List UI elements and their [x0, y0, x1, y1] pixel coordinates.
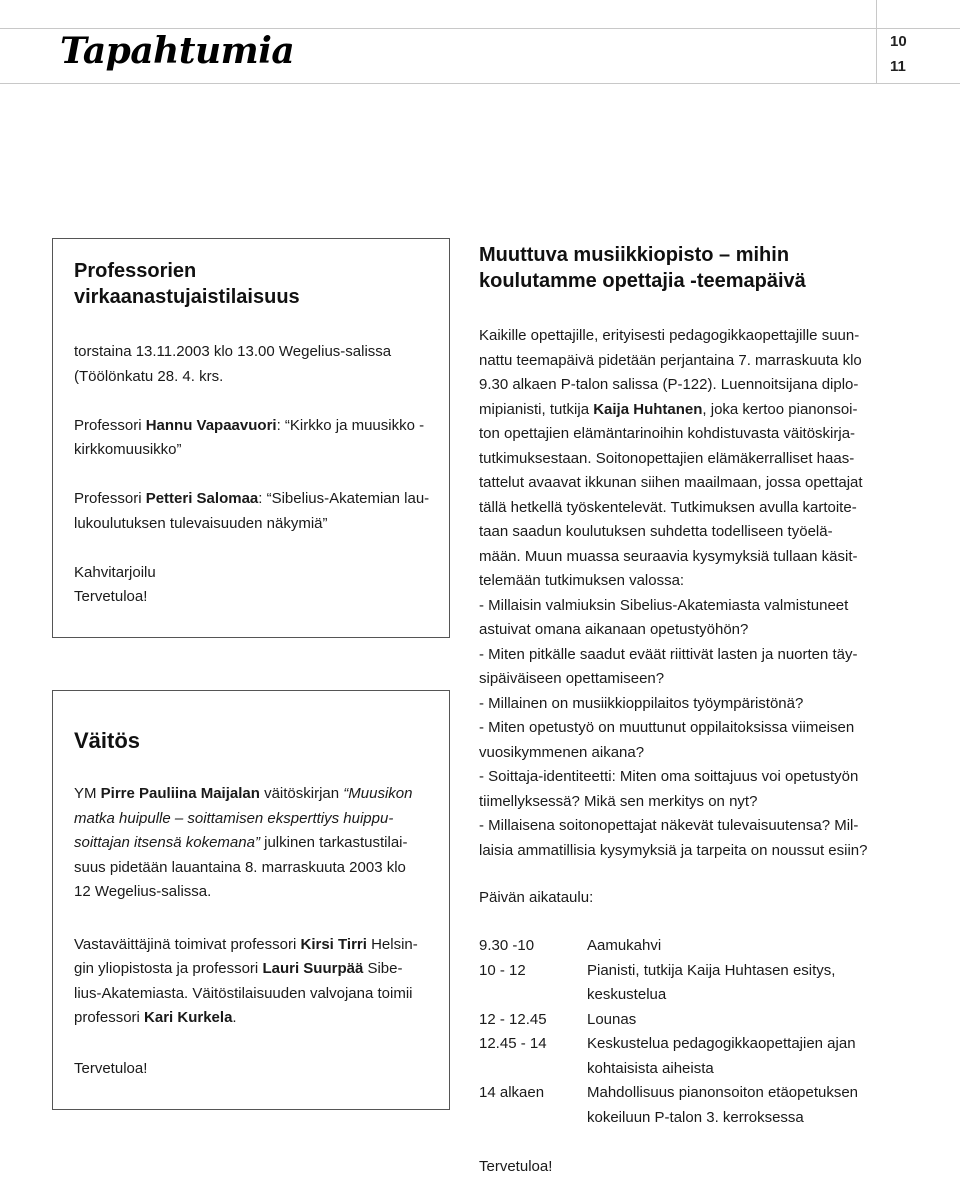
- schedule-row: 10 - 12 Pianisti, tutkija Kaija Huhtasen esitys, keskustelua: [479, 959, 858, 1008]
- speaker-name: Hannu Vapaavuori: [145, 416, 277, 434]
- theme-day-body: Kaikille opettajille, erityisesti pedagogikkaopettajille suun- nattu teemapäivä pidetään perjantaina 7. marraskuuta klo 9.30 alkaen P-talon salissa (P-122). Luennoitsijana diplo- mipianisti, tutkija Kaija Huhtanen, joka kertoo pianonsoi- ton opettajien elämäntarinoihin kohdistuvasta väitöskirja- tutkimuksestaan. Soitonopettajien elämäkerralliset haas- tattelut avaavat ikkunan siihen maailmaan, jossa opettajat tällä hetkellä työskentelevät. Tutkimuksen avulla kartoite- taan saadun koulutuksen suhdetta todelliseen työelä- mään. Muun muassa seuraavia kysymyksiä tullaan käsit- telemään tutkimuksen valossa: - Millaisin valmiuksin Sibelius-Akatemiasta valmistuneet astuivat omana aikanaan opetustyöhön? - Miten pitkälle saadut eväät riittivät lasten ja nuorten täy- sipäiväiseen opettamiseen? - Millainen on musiikkioppilaitos työympäristönä? - Miten opetustyö on muuttunut oppilaitoksissa viimeisen vuosikymmenen aikana? - Soittaja-identiteetti: Miten oma soittajuus voi opetustyön tiimellyksessä? Mikä sen merkitys on nyt? - Millaisena soitonopettajat näkevät tulevaisuutensa? Mil- laisia ammatillisia kysymyksiä ja tarpeita on noussut esiin?: [479, 327, 868, 859]
- schedule-row: 12.45 - 14 Keskustelua pedagogikkaopettajien ajan kohtaisista aiheista: [479, 1032, 858, 1081]
- schedule-row: 12 - 12.45 Lounas: [479, 1008, 858, 1033]
- professor-event-title: [74, 258, 300, 310]
- professor-event-body: [74, 340, 446, 610]
- theme-day-title: [479, 242, 806, 294]
- professor-event-title-line: Professorien: [74, 260, 197, 282]
- welcome-text: Tervetuloa!: [74, 1059, 148, 1077]
- header-rule-top: [0, 28, 960, 29]
- welcome-text: Tervetuloa!: [74, 588, 148, 605]
- schedule-time: 12 - 12.45: [479, 1010, 547, 1028]
- schedule-title: Päivän aikataulu:: [479, 889, 594, 906]
- lecturer-name: Kaija Huhtanen: [593, 400, 703, 418]
- dissertation-announcement: YM Pirre Pauliina Maijalan väitöskirjan “Muusikon matka huipulle – soittamisen eksperttiys huippu- soittajan itsensä kokemana” julkinen tarkastustilai- suus pidetään lauantaina 8. marraskuuta 2003 klo 12 Wegelius-salissa.: [74, 785, 413, 900]
- event-datetime-line: torstaina 13.11.2003 klo 13.00 Wegelius-salissa: [74, 343, 392, 360]
- professor-event-title-line: virkaanastujaistilaisuus: [74, 286, 300, 308]
- event-datetime: [74, 340, 446, 389]
- talk-2: Professori Petteri Salomaa: “Sibelius-Akatemian lau- lukoulutuksen tulevaisuuden näkymiä”: [74, 490, 430, 532]
- talk-1: Professori Hannu Vapaavuori: “Kirkko ja muusikko - kirkkomuusikko”: [74, 416, 425, 458]
- opponent-name: Kirsi Tirri: [300, 935, 367, 953]
- page-number-right: 11: [890, 58, 906, 75]
- opponents: Vastaväittäjinä toimivat professori Kirsi Tirri Helsin- gin yliopistosta ja professori Lauri Suurpää Sibe- lius-Akatemiasta. Väitöstilaisuuden valvojana toimii professori Kari Kurkela.: [74, 935, 418, 1026]
- dissertation-body: [74, 782, 446, 1081]
- event-datetime-line: (Töölönkatu 28. 4. krs.: [74, 367, 224, 385]
- speaker-name: Petteri Salomaa: [145, 490, 259, 507]
- schedule-row: 14 alkaen Mahdollisuus pianonsoiton etäopetuksen kokeiluun P-talon 3. kerroksessa: [479, 1081, 858, 1130]
- page-title: Tapahtumia: [60, 30, 295, 72]
- welcome-text: Tervetuloa!: [479, 1158, 553, 1175]
- schedule-time: 12.45 - 14: [479, 1035, 547, 1052]
- schedule-row: 9.30 -10 Aamukahvi: [479, 934, 858, 959]
- schedule-time: 10 - 12: [479, 961, 526, 979]
- coffee-note: Kahvitarjoilu Tervetuloa!: [74, 561, 446, 610]
- supervisor-name: Kari Kurkela: [144, 1009, 233, 1026]
- candidate-name: Pirre Pauliina Maijalan: [100, 785, 260, 802]
- header-rule-bottom: [0, 83, 960, 84]
- schedule-time: 14 alkaen: [479, 1084, 545, 1101]
- opponent-name: Lauri Suurpää: [262, 960, 364, 977]
- theme-day-title-line: koulutamme opettajia -teemapäivä: [479, 270, 806, 292]
- header-divider: [876, 0, 877, 84]
- dissertation-title: Väitös: [74, 728, 141, 753]
- page-number-left: 10: [890, 33, 907, 50]
- schedule-time: 9.30 -10: [479, 937, 535, 954]
- schedule-table: [479, 934, 858, 1130]
- theme-day-title-line: Muuttuva musiikkiopisto – mihin: [479, 244, 790, 266]
